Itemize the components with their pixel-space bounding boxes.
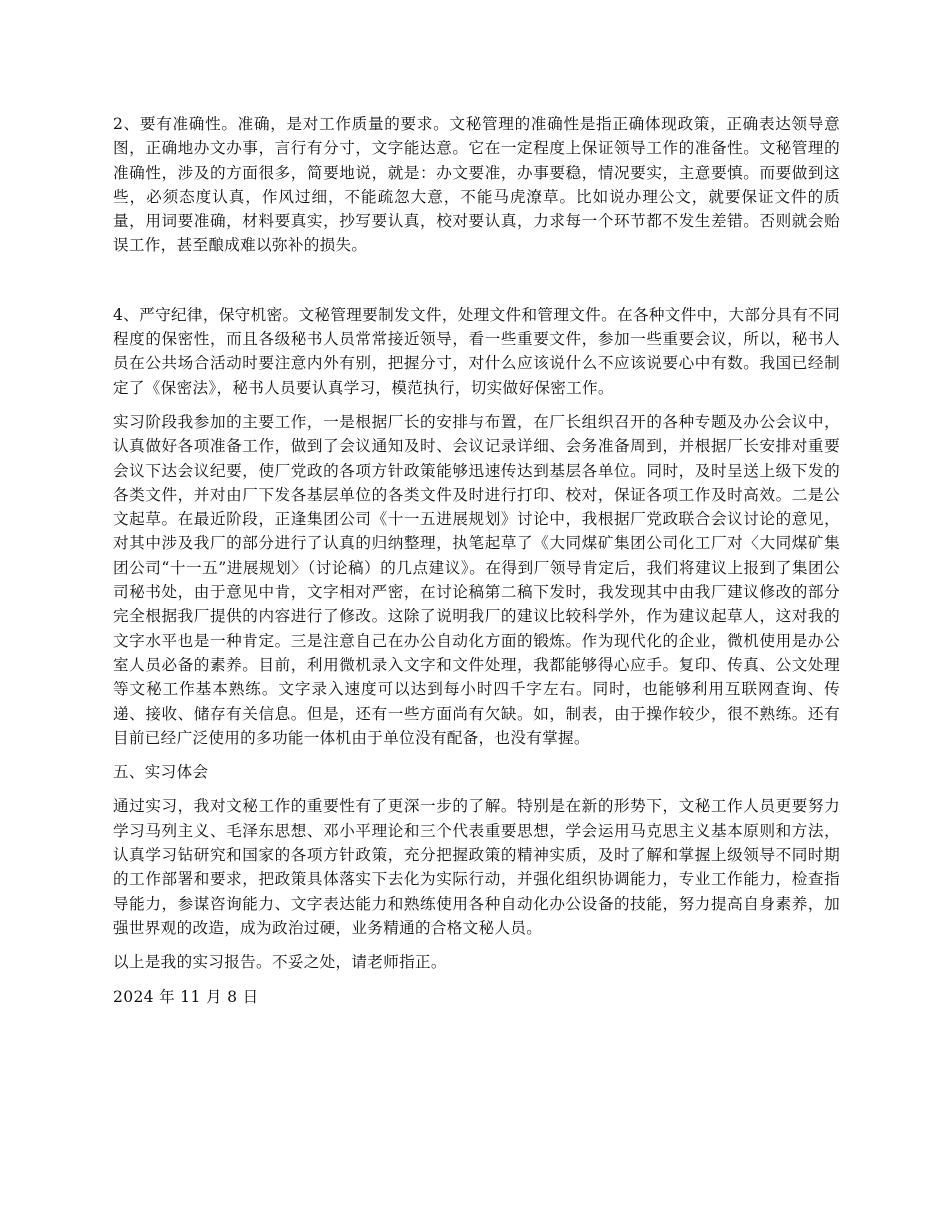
document-date: 2024 年 11 月 8 日 — [113, 987, 259, 1006]
paragraph-experience: 通过实习，我对文秘工作的重要性有了更深一步的了解。特别是在新的形势下，文秘工作人员更要努力学习马列主义、毛泽东思想、邓小平理论和三个代表重要思想，学会运用马克思主义基本原则和方法，认真学习钻研究和国家的各项方针政策，充分把握政策的精神实质，及时了解和掌握上级领导不同时期的工作部署和要求，把政策具体落实下去化为实际行动，并强化组织协调能力，专业工作能力，检查指导能力，参谋咨询能力、文字表达能力和熟练使用各种自动化办公设备的技能，努力提高自身素养，加强世界观的改造，成为政治过硬，业务精通的合格文秘人员。 — [113, 797, 840, 937]
paragraph-spacer — [113, 940, 840, 950]
paragraph-accuracy: 2、要有准确性。准确，是对工作质量的要求。文秘管理的准确性是指正确体现政策，正确表达领导意图，正确地办文办事，言行有分寸，文字能达意。它在一定程度上保证领导工作的准备性。文秘管理的准确性，涉及的方面很多，简要地说，就是：办文要准，办事要稳，情况要实，主意要慎。而要做到这些，必须态度认真，作风过细，不能疏忽大意，不能马虎潦草。比如说办理公文，就要保证文件的质量，用词要准确，材料要真实，抄写要认真，校对要认真，力求每一个环节都不发生差错。否则就会贻误工作，甚至酿成难以弥补的损失。 — [113, 115, 840, 255]
paragraph-confidentiality: 4、严守纪律，保守机密。文秘管理要制发文件，处理文件和管理文件。在各种文件中，大部分具有不同程度的保密性，而且各级秘书人员常常接近领导，看一些重要文件，参加一些重要会议，所以，秘书人员在公共场合活动时要注意内外有别，把握分寸，对什么应该说什么不应该说要心中有数。我国已经制定了《保密法》，秘书人员要认真学习，模范执行，切实做好保密工作。 — [113, 305, 840, 397]
document-body — [113, 112, 840, 1009]
paragraph-spacer — [113, 258, 840, 303]
paragraph-spacer — [113, 400, 840, 410]
section-heading-internship-experience: 五、实习体会 — [113, 763, 209, 782]
paragraph-internship-work: 实习阶段我参加的主要工作，一是根据厂长的安排与布置，在厂长组织召开的各种专题及办公会议中，认真做好各项准备工作，做到了会议通知及时、会议记录详细、会务准备周到，并根据厂长安排对重要会议下达会议纪要，使厂党政的各项方针政策能够迅速传达到基层各单位。同时，及时呈送上级下发的各类文件，并对由厂下发各基层单位的各类文件及时进行打印、校对，保证各项工作及时高效。二是公文起草。在最近阶段，正逢集团公司《十一五进展规划》讨论中，我根据厂党政联合会议讨论的意见，对其中涉及我厂的部分进行了认真的归纳整理，执笔起草了《大同煤矿集团公司化工厂对〈大同煤矿集团公司“十一五”进展规划〉（讨论稿）的几点建议》。在得到厂领导肯定后，我们将建议上报到了集团公司秘书处，由于意见中肯，文字相对严密，在讨论稿第二稿下发时，我发现其中由我厂建议修改的部分完全根据我厂提供的内容进行了修改。这除了说明我厂的建议比较科学外，作为建议起草人，这对我的文字水平也是一种肯定。三是注意自己在办公自动化方面的锻炼。作为现代化的企业，微机使用是办公室人员必备的素养。目前，利用微机录入文字和文件处理，我都能够得心应手。复印、传真、公文处理等文秘工作基本熟练。文字录入速度可以达到每小时四千字左右。同时，也能够利用互联网查询、传递、接收、储存有关信息。但是，还有一些方面尚有欠缺。如，制表，由于操作较少，很不熟练。还有目前已经广泛使用的多功能一体机由于单位没有配备，也没有掌握。 — [113, 412, 840, 747]
paragraph-spacer — [113, 784, 840, 794]
paragraph-closing: 以上是我的实习报告。不妥之处，请老师指正。 — [113, 953, 447, 972]
paragraph-spacer — [113, 750, 840, 760]
paragraph-spacer — [113, 975, 840, 985]
